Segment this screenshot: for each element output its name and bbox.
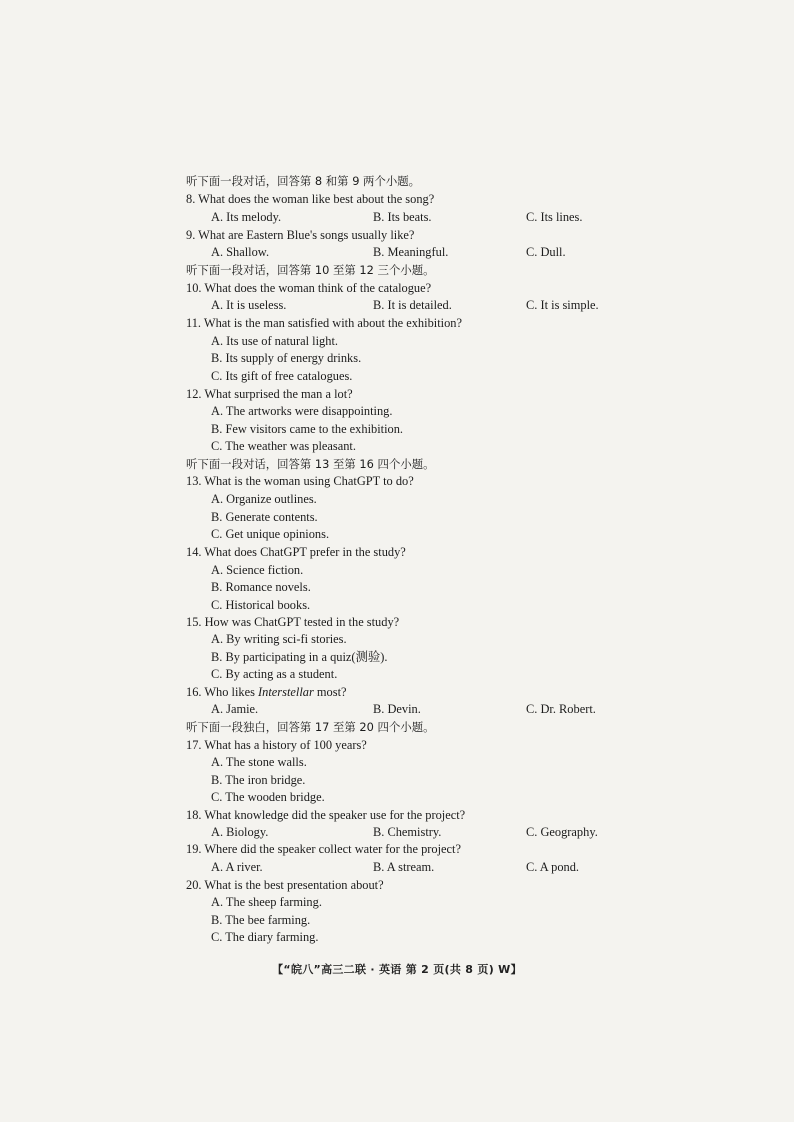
question-14-option-c: C. Historical books. — [211, 598, 311, 612]
question-13-stem: 13. What is the woman using ChatGPT to do? — [186, 474, 414, 488]
question-16-option-c: C. Dr. Robert. — [526, 702, 596, 716]
question-10-option-c: C. It is simple. — [526, 298, 599, 312]
question-17-option-a: A. The stone walls. — [211, 755, 307, 769]
question-8-option-a: A. Its melody. — [211, 210, 282, 224]
question-16-option-b: B. Devin. — [373, 702, 421, 716]
question-17-stem: 17. What has a history of 100 years? — [186, 738, 367, 752]
question-14-option-b: B. Romance novels. — [211, 580, 311, 594]
question-19-options — [211, 858, 611, 876]
section-heading-17-20: 听下面一段独白，回答第 17 至第 20 四个小题。 — [186, 720, 435, 734]
question-15-option-c: C. By acting as a student. — [211, 667, 338, 681]
section-heading-13-16: 听下面一段对话，回答第 13 至第 16 四个小题。 — [186, 457, 435, 471]
question-8-option-b: B. Its beats. — [373, 210, 432, 224]
question-14-option-a: A. Science fiction. — [211, 563, 304, 577]
question-17-option-b: B. The iron bridge. — [211, 773, 306, 787]
question-18-options — [211, 823, 611, 841]
question-8-option-c: C. Its lines. — [526, 210, 583, 224]
question-18-option-b: B. Chemistry. — [373, 825, 442, 839]
question-15-stem: 15. How was ChatGPT tested in the study? — [186, 615, 400, 629]
question-20-option-c: C. The diary farming. — [211, 930, 319, 944]
question-18-stem: 18. What knowledge did the speaker use for the project? — [186, 808, 466, 822]
question-9-options — [211, 243, 611, 261]
question-11-option-c: C. Its gift of free catalogues. — [211, 369, 353, 383]
question-9-stem: 9. What are Eastern Blue's songs usually like? — [186, 228, 415, 242]
question-13-option-c: C. Get unique opinions. — [211, 527, 330, 541]
question-12-option-c: C. The weather was pleasant. — [211, 439, 356, 453]
question-12-option-a: A. The artworks were disappointing. — [211, 404, 393, 418]
question-20-option-b: B. The bee farming. — [211, 913, 311, 927]
question-10-stem: 10. What does the woman think of the catalogue? — [186, 281, 432, 295]
question-9-option-b: B. Meaningful. — [373, 245, 449, 259]
section-heading-8-9: 听下面一段对话，回答第 8 和第 9 两个小题。 — [186, 174, 421, 188]
question-10-option-b: B. It is detailed. — [373, 298, 452, 312]
question-13-option-b: B. Generate contents. — [211, 510, 318, 524]
question-19-option-b: B. A stream. — [373, 860, 435, 874]
question-16-stem-suffix: most? — [313, 685, 347, 699]
question-16-option-a: A. Jamie. — [211, 702, 259, 716]
page-footer: 【“皖八”高三二联 · 英语 第 2 页(共 8 页) W】 — [272, 963, 522, 976]
question-16-stem — [186, 683, 626, 701]
question-9-option-c: C. Dull. — [526, 245, 566, 259]
question-12-stem: 12. What surprised the man a lot? — [186, 387, 353, 401]
question-19-option-c: C. A pond. — [526, 860, 580, 874]
question-17-option-c: C. The wooden bridge. — [211, 790, 325, 804]
question-19-stem: 19. Where did the speaker collect water for the project? — [186, 842, 461, 856]
question-11-option-a: A. Its use of natural light. — [211, 334, 338, 348]
question-13-option-a: A. Organize outlines. — [211, 492, 317, 506]
question-15-option-b: B. By participating in a quiz(测验). — [211, 650, 388, 664]
question-20-stem: 20. What is the best presentation about? — [186, 878, 384, 892]
question-8-options — [211, 208, 611, 226]
question-14-stem: 14. What does ChatGPT prefer in the study? — [186, 545, 406, 559]
question-16-options — [211, 700, 611, 718]
question-16-film-title: Interstellar — [258, 685, 314, 699]
question-8-stem: 8. What does the woman like best about the song? — [186, 192, 435, 206]
question-10-option-a: A. It is useless. — [211, 298, 287, 312]
section-heading-10-12: 听下面一段对话，回答第 10 至第 12 三个小题。 — [186, 263, 435, 277]
question-9-option-a: A. Shallow. — [211, 245, 270, 259]
question-10-options — [211, 296, 611, 314]
question-20-option-a: A. The sheep farming. — [211, 895, 322, 909]
question-12-option-b: B. Few visitors came to the exhibition. — [211, 422, 404, 436]
question-15-option-a: A. By writing sci-fi stories. — [211, 632, 347, 646]
question-18-option-a: A. Biology. — [211, 825, 269, 839]
question-11-stem: 11. What is the man satisfied with about the exhibition? — [186, 316, 462, 330]
question-19-option-a: A. A river. — [211, 860, 263, 874]
question-16-stem-prefix: 16. Who likes — [186, 685, 259, 699]
question-18-option-c: C. Geography. — [526, 825, 598, 839]
question-11-option-b: B. Its supply of energy drinks. — [211, 351, 362, 365]
